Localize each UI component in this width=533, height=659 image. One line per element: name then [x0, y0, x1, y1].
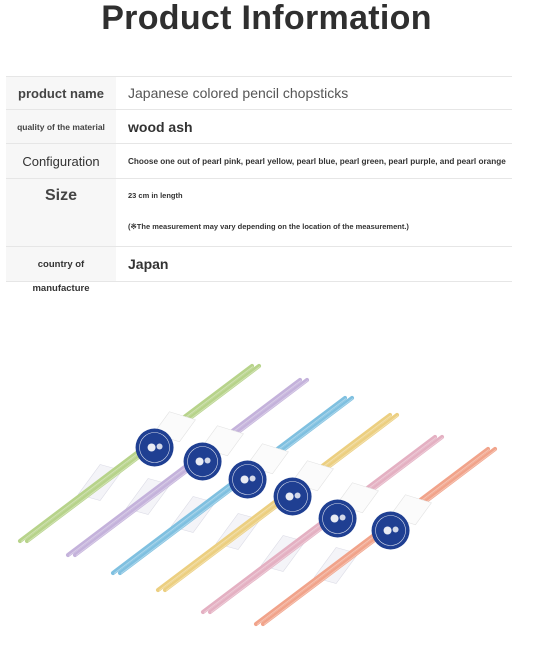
product-photo: [0, 352, 533, 654]
spec-value: 23 cm in length: [128, 191, 183, 200]
spec-note: (※The measurement may vary depending on the location of the measurement.): [128, 222, 409, 231]
spec-table: [6, 76, 512, 282]
spec-label: quality of the material: [6, 110, 116, 143]
spec-value: Choose one out of pearl pink, pearl yellow, pearl blue, pearl green, pearl purple, and pearl orange: [128, 156, 506, 166]
chopsticks-icon: [0, 352, 533, 654]
spec-label: country of: [6, 247, 116, 281]
spec-label: product name: [6, 77, 116, 109]
spec-row-product-name: [6, 76, 512, 109]
spec-value: wood ash: [128, 118, 193, 135]
spec-row-material: [6, 109, 512, 143]
spec-value: Japan: [128, 256, 169, 272]
spec-value: Japanese colored pencil chopsticks: [128, 85, 349, 101]
spec-label: Configuration: [6, 144, 116, 178]
page-title: Product Information: [101, 0, 432, 37]
spec-row-configuration: [6, 143, 512, 178]
spec-value-group: [116, 179, 512, 246]
spec-label: Size: [6, 179, 116, 246]
spec-label-continued: manufacture: [32, 283, 90, 294]
spec-row-country: [6, 246, 512, 282]
spec-row-size: [6, 178, 512, 246]
chopstick-pair: [256, 449, 496, 625]
